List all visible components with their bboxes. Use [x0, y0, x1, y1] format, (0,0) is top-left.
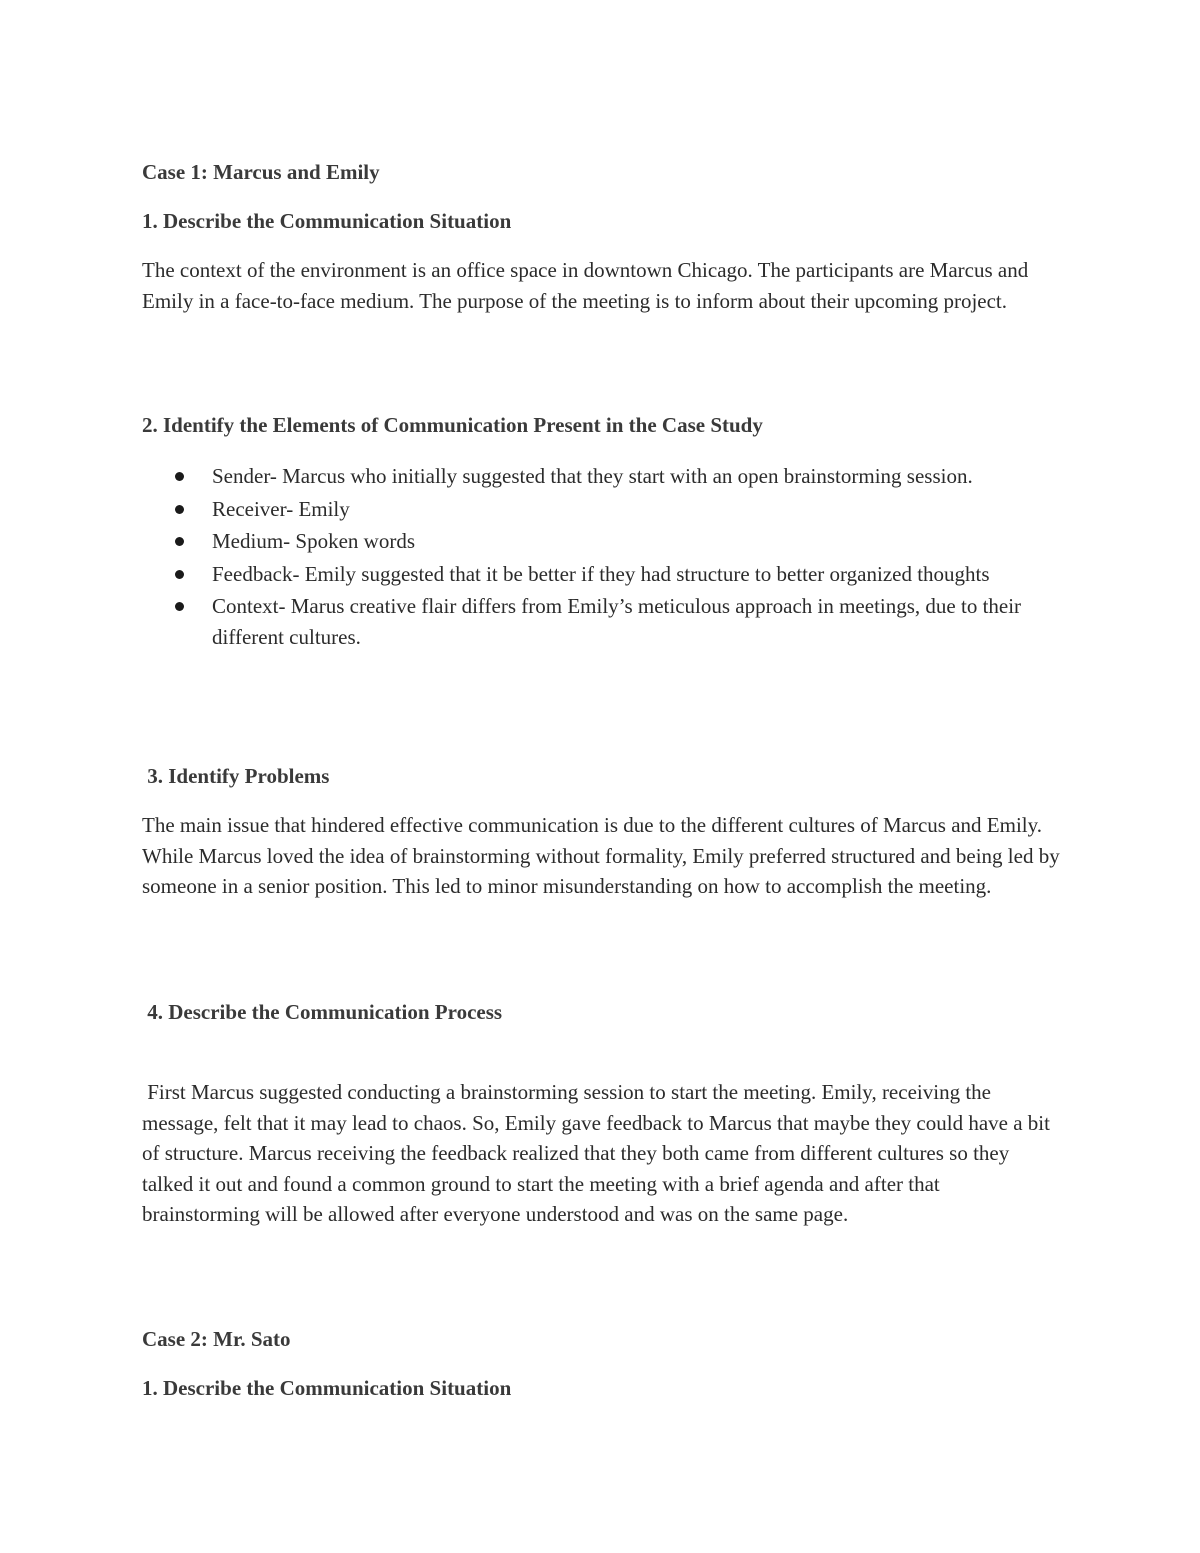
bullet-icon	[175, 537, 184, 546]
case2-section1-heading: 1. Describe the Communication Situation	[142, 1376, 512, 1400]
list-item-text: Sender- Marcus who initially suggested that they start with an open brainstorming session.	[212, 464, 973, 488]
case1-title: Case 1: Marcus and Emily	[142, 160, 380, 184]
list-item-text: Feedback- Emily suggested that it be better if they had structure to better organized thoughts	[212, 561, 990, 586]
bullet-icon	[175, 505, 184, 514]
case1-section1-paragraph: The context of the environment is an office space in downtown Chicago. The participants are Marcus and Emily in a face-to-face medium. The purpose of the meeting is to inform about their upcoming project.	[142, 258, 1029, 313]
list-item	[142, 494, 1062, 525]
case1-section3-paragraph: The main issue that hindered effective communication is due to the different cultures of Marcus and Emily. While Marcus loved the idea of brainstorming without formality, Emily preferred structured and being led by someone in a senior position. This led to minor misunderstanding on how to accomplish the meeting.	[142, 813, 1060, 898]
list-item	[142, 461, 1062, 492]
bullet-icon	[175, 472, 184, 481]
case2-title: Case 2: Mr. Sato	[142, 1327, 291, 1351]
case1-section3-heading: 3. Identify Problems	[142, 764, 330, 788]
list-item	[142, 559, 1062, 590]
elements-list	[142, 461, 1062, 654]
case1-section4-heading: 4. Describe the Communication Process	[142, 1000, 503, 1024]
case1-section2-heading: 2. Identify the Elements of Communication Present in the Case Study	[142, 413, 763, 437]
list-item	[142, 591, 1062, 652]
case1-section4-paragraph: First Marcus suggested conducting a brainstorming session to start the meeting. Emily, receiving the message, felt that it may lead to chaos. So, Emily gave feedback to Marcus that maybe they could have a bit of structure. Marcus receiving the feedback realized that they both came from different cultures so they talked it out and found a common ground to start the meeting with a brief agenda and after that brainstorming will be allowed after everyone understood and was on the same page.	[142, 1080, 1056, 1226]
bullet-icon	[175, 602, 184, 611]
list-item-text: Medium- Spoken words	[212, 529, 415, 553]
list-item-text: Context- Marus creative flair differs from Emily’s meticulous approach in meetings, due to their different cultures.	[212, 594, 1022, 649]
case1-section1-heading: 1. Describe the Communication Situation	[142, 209, 512, 233]
bullet-icon	[175, 570, 184, 579]
list-item	[142, 526, 1062, 557]
list-item-text: Receiver- Emily	[212, 496, 350, 521]
